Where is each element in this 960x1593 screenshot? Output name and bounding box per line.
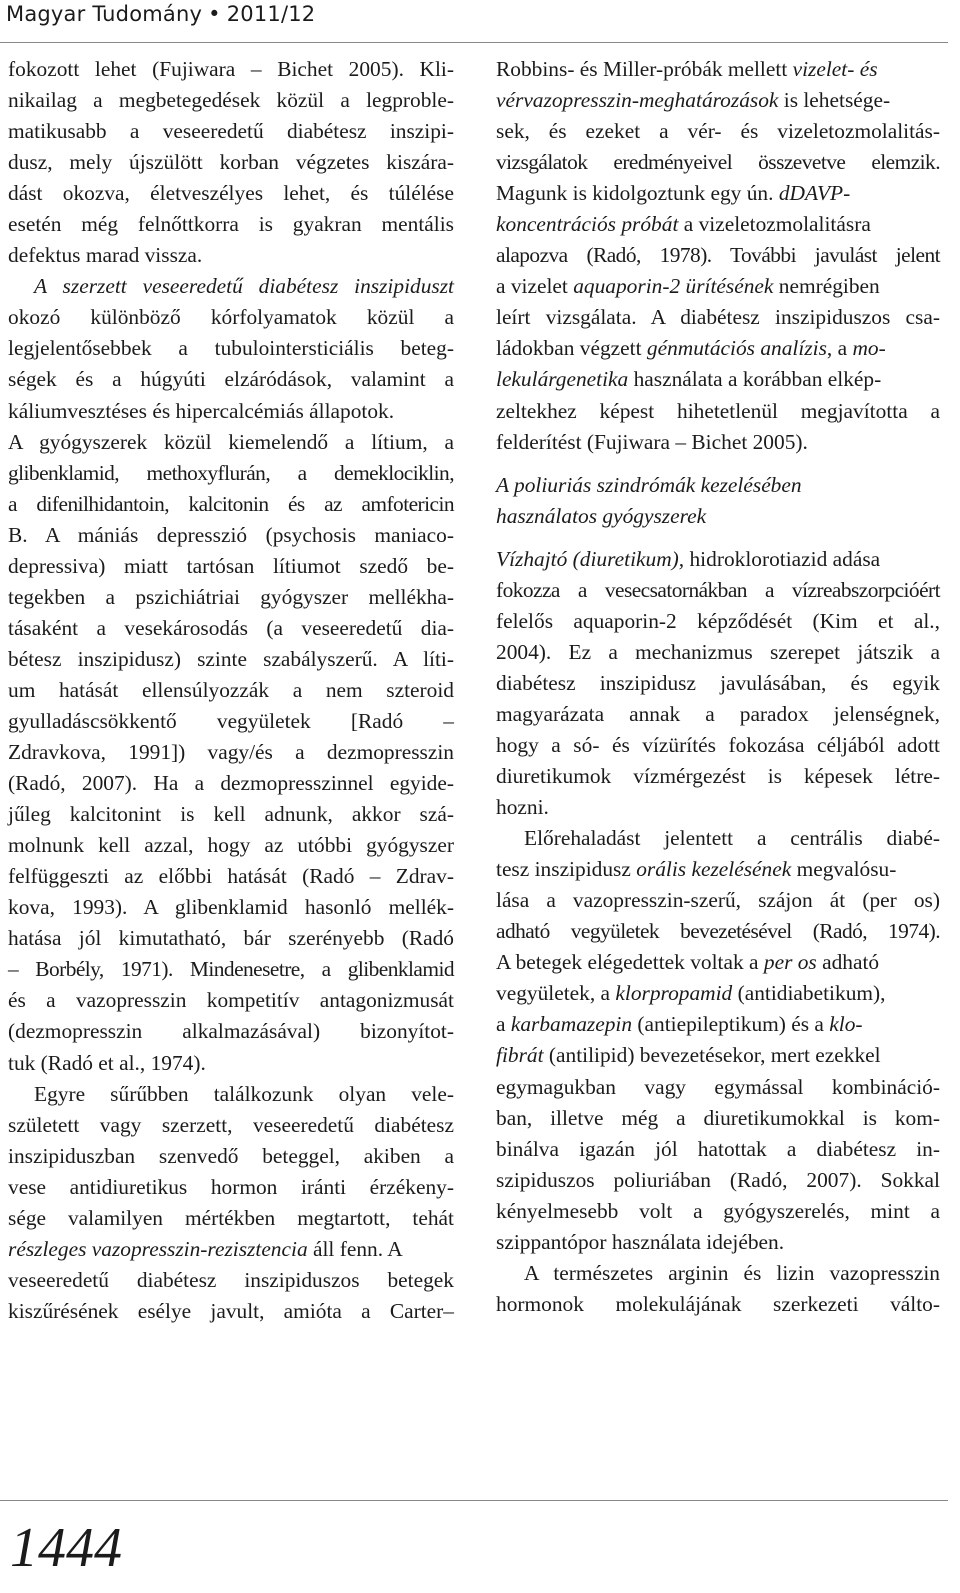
text-line: Zdravkova, 1991]) vagy/és a dezmopresszin	[8, 740, 454, 765]
italic-phrase: dDAVP-	[778, 181, 851, 206]
text-segment: adható	[816, 950, 880, 975]
text-segment: ládokban végzett	[496, 336, 647, 361]
text-line: magyarázata annak a paradox jelenségnek,	[496, 701, 940, 726]
text-line: hogy a só- és vízürítés fokozása céljából adott	[496, 732, 940, 757]
issue-number: 2011/12	[226, 2, 316, 26]
text-line: egymagukban vagy egymással kombináció-	[496, 1074, 940, 1099]
text-segment: Robbins- és Miller-próbák mellett	[496, 57, 793, 81]
text-line: vese antidiuretikus hormon iránti érzékeny-	[8, 1174, 454, 1199]
text-line: alapozva (Radó, 1978). További javulást jelent	[496, 243, 940, 268]
spacer	[496, 532, 940, 544]
text-line: defektus marad vissza.	[8, 243, 203, 268]
text-line: 2004). Ez a mechanizmus szerepet játszik a	[496, 639, 940, 664]
text-segment: A betegek elégedettek voltak a	[496, 950, 764, 975]
running-head	[6, 2, 315, 26]
text-segment: megvalósu-	[791, 857, 897, 882]
italic-phrase: aquaporin-2 ürítésének	[573, 274, 774, 299]
text-line	[496, 1009, 940, 1040]
text-line: (Radó, 2007). Ha a dezmopresszinnel egyide-	[8, 771, 454, 796]
text-segment: a vizeletozmolalitásra	[678, 212, 871, 237]
text-segment: , a	[826, 336, 853, 361]
text-line: tegekben a pszichiátriai gyógyszer mellékha-	[8, 584, 454, 609]
text-line	[496, 271, 940, 302]
italic-phrase: génmutációs analízis	[646, 336, 827, 361]
text-line: (dezmopresszin alkalmazásával) bizonyítot-	[8, 1019, 454, 1044]
text-segment: (antiepileptikum) és a	[632, 1012, 830, 1037]
text-line: molnunk kell azzal, hogy az utóbbi gyógyszer	[8, 833, 454, 858]
text-segment: nemrégiben	[773, 274, 880, 299]
italic-phrase: per os	[763, 950, 817, 975]
text-line: született vagy szerzett, veseeredetű diabétesz	[8, 1112, 454, 1137]
text-line	[496, 364, 940, 395]
text-line	[496, 854, 940, 885]
text-line	[496, 209, 940, 240]
text-line	[496, 333, 940, 364]
text-line: esetén még felnőttkorra is gyakran mentális	[8, 212, 454, 237]
text-line	[496, 178, 940, 209]
text-line: és a vazopresszin kompetitív antagonizmusát	[8, 988, 454, 1013]
left-column	[8, 54, 454, 1327]
text-line: depressiva) miatt tartósan lítiumot szedő be-	[8, 553, 454, 578]
text-line	[496, 1040, 940, 1071]
text-line: inszipiduszban szenvedő beteggel, akiben a	[8, 1143, 454, 1168]
italic-phrase: lekulárgenetika	[496, 367, 629, 392]
text-segment: is lehetsége-	[778, 88, 891, 113]
text-line: szipiduszos poliuriában (Radó, 2007). Sokkal	[496, 1167, 940, 1192]
text-line: káliumvesztéses és hipercalcémiás állapotok.	[8, 398, 395, 423]
text-line: hozni.	[496, 795, 549, 820]
right-column	[496, 54, 940, 1320]
text-line	[496, 85, 940, 116]
italic-phrase: Vízhajtó (diuretikum),	[496, 546, 685, 571]
italic-phrase: klo-	[829, 1012, 863, 1037]
text-line: zeltekhez képest hihetetlenül megjavította a	[496, 398, 940, 423]
text-line: legjelentősebbek a tubulointersticiális beteg-	[8, 336, 454, 361]
text-line: dusz, mely újszülött korban végzetes kiszára-	[8, 150, 454, 175]
text-line: lása a vazopresszin-szerű, szájon át (per os)	[496, 888, 940, 913]
text-line: vizsgálatok eredményeivel összevetve elemzik.	[496, 150, 940, 175]
text-line: dást okozva, életveszélyes lehet, és túlélése	[8, 181, 454, 206]
text-line: diuretikumok vízmérgezést is képesek létre-	[496, 764, 940, 789]
text-segment: használata a korábban elkép-	[628, 367, 882, 392]
text-line	[496, 54, 940, 85]
text-line: kényelmesebb volt a gyógyszerelés, mint a	[496, 1198, 940, 1223]
text-line: veseeredetű diabétesz inszipiduszos betegek	[8, 1267, 454, 1292]
italic-phrase: vizelet- és	[792, 57, 878, 81]
text-line: kiszűrésének esélye javult, amióta a Carter–	[8, 1298, 454, 1323]
text-line: ségek és a húgyúti elzáródások, valamint a	[8, 367, 454, 392]
text-segment: a vizelet	[496, 274, 574, 299]
text-line	[8, 271, 454, 302]
header-rule	[0, 42, 948, 43]
text-line: felelős aquaporin-2 képződését (Kim et al.,	[496, 608, 940, 633]
text-segment: (antidiabetikum),	[732, 981, 886, 1006]
text-segment: Magunk is kidolgoztunk egy ún.	[496, 181, 779, 206]
text-line: binálva igazán jól hatottak a diabétesz in-	[496, 1136, 940, 1161]
italic-phrase: mo-	[852, 336, 886, 361]
text-line: diabétesz inszipidusz javulásában, és egyik	[496, 670, 940, 695]
text-line: sége valamilyen mértékben megtartott, tehát	[8, 1205, 454, 1230]
italic-phrase: vérvazopresszin-meghatározások	[496, 88, 779, 113]
text-line: jűleg kalcitonint is kell adnunk, akkor szá-	[8, 802, 454, 827]
spacer	[496, 458, 940, 470]
text-segment: a	[496, 1012, 511, 1037]
journal-title: Magyar Tudomány	[6, 2, 203, 26]
text-line: ban, illetve még a diuretikumokkal is kom-	[496, 1105, 940, 1130]
text-line: – Borbély, 1971). Mindenesetre, a glibenklamid	[8, 957, 454, 982]
text-line: nikailag a megbetegedések közül a legproble-	[8, 88, 454, 113]
text-line: a difenilhidantoin, kalcitonin és az amfotericin	[8, 491, 454, 516]
bullet-separator: •	[208, 2, 221, 26]
text-line: adható vegyületek bevezetésével (Radó, 1974).	[496, 919, 940, 944]
text-line: tuk (Radó et al., 1974).	[8, 1050, 206, 1075]
text-line: felderítést (Fujiwara – Bichet 2005).	[496, 429, 808, 454]
text-line: okozó különböző kórfolyamatok közül a	[8, 305, 454, 330]
text-line: glibenklamid, methoxyflurán, a demeklociklin,	[8, 460, 454, 485]
text-line	[496, 978, 940, 1009]
text-segment: tesz inszipidusz	[496, 857, 637, 882]
italic-phrase: A szerzett veseeredetű diabétesz inszipiduszt	[34, 274, 454, 299]
text-line: gyulladáscsökkentő vegyületek [Radó –	[8, 708, 454, 733]
italic-phrase: karbamazepin	[510, 1012, 633, 1037]
text-line: fokozott lehet (Fujiwara – Bichet 2005). Kli-	[8, 57, 454, 81]
text-segment: hidroklorotiazid adása	[684, 546, 881, 571]
text-segment: (antilipid) bevezetésekor, mert ezekkel	[543, 1043, 881, 1068]
text-line: A gyógyszerek közül kiemelendő a lítium, a	[8, 429, 454, 454]
text-line	[8, 1234, 454, 1265]
italic-phrase: fibrát	[496, 1043, 544, 1068]
text-line: kova, 1993). A glibenklamid hasonló mellék-	[8, 895, 454, 920]
text-line: hatása jól kimutatható, bár szerényebb (Radó	[8, 926, 454, 951]
text-line: Egyre sűrűbben találkozunk olyan vele-	[34, 1081, 454, 1106]
text-line: felfüggeszti az előbbi hatását (Radó – Zdrav-	[8, 864, 454, 889]
text-line: A természetes arginin és lizin vazopresszin	[524, 1260, 940, 1285]
text-line: szippantópor használata idejében.	[496, 1229, 785, 1254]
section-heading: használatos gyógyszerek	[496, 503, 707, 528]
italic-phrase: koncentrációs próbát	[496, 212, 679, 237]
text-line: fokozza a vesecsatornákban a vízreabszorpcióért	[496, 577, 940, 602]
section-heading: A poliuriás szindrómák kezelésében	[496, 472, 802, 497]
text-line: tásaként a vesekárosodás (a veseeredetű dia-	[8, 615, 454, 640]
footer-rule	[0, 1500, 948, 1501]
italic-phrase: klorpropamid	[615, 981, 733, 1006]
text-line: Előrehaladást jelentett a centrális diabé-	[524, 826, 940, 851]
text-line: bétesz inszipidusz) szinte szabályszerű. A líti-	[8, 646, 454, 671]
text-line: leírt vizsgálata. A diabétesz inszipiduszos csa-	[496, 305, 940, 330]
text-line	[496, 544, 940, 575]
italic-phrase: orális kezelésének	[636, 857, 792, 882]
text-segment: vegyületek, a	[496, 981, 616, 1006]
italic-phrase: részleges vazopresszin-rezisztencia	[8, 1236, 308, 1261]
text-line: B. A mániás depresszió (psychosis maniaco-	[8, 522, 454, 547]
page-number: 1444	[10, 1517, 122, 1579]
text-line: sek, és ezeket a vér- és vizeletozmolalitás-	[496, 119, 940, 144]
text-segment: áll fenn. A	[307, 1236, 403, 1261]
text-line: hormonok molekulájának szerkezeti válto-	[496, 1291, 940, 1316]
text-line	[496, 947, 940, 978]
text-line: um hatását ellensúlyozzák a nem szteroid	[8, 677, 454, 702]
text-line: matikusabb a veseeredetű diabétesz inszipi-	[8, 119, 454, 144]
